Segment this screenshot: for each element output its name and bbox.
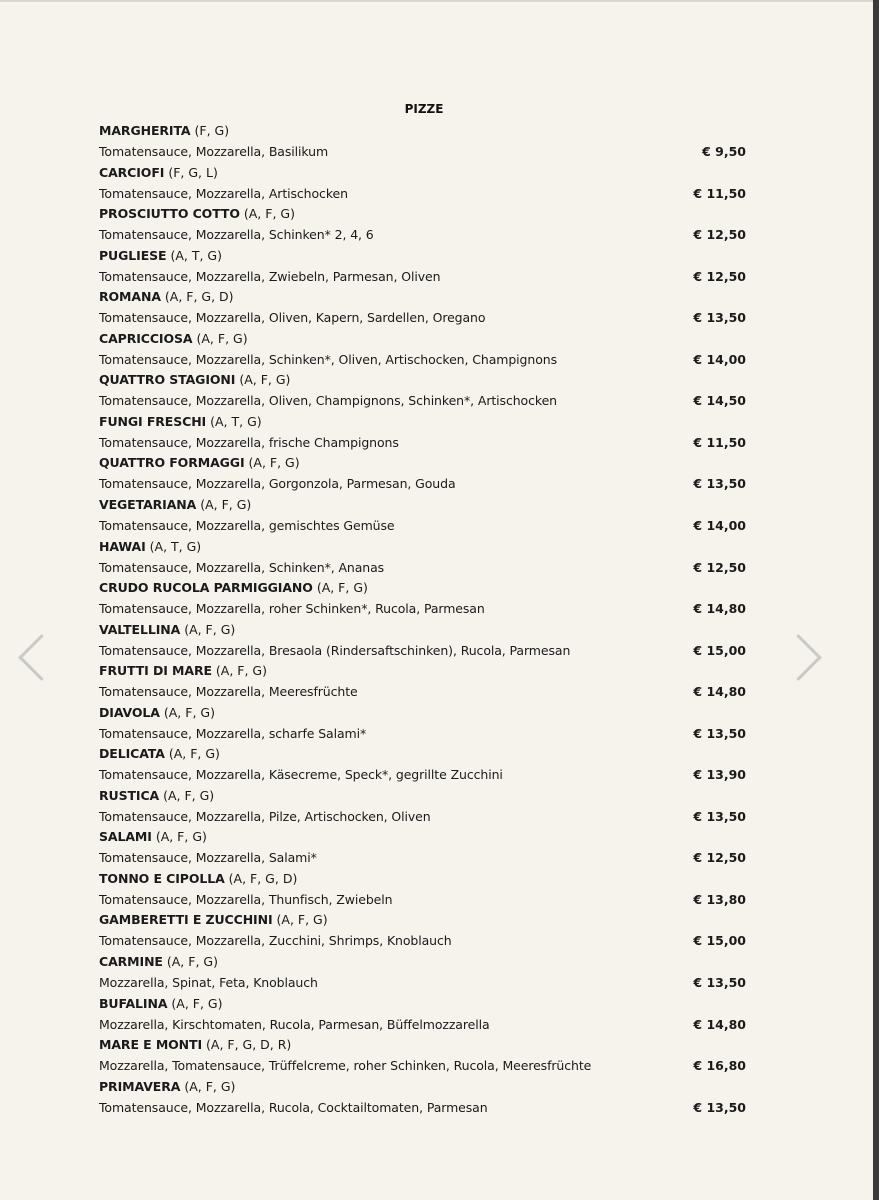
menu-item-detail-row bbox=[99, 435, 749, 453]
menu-item-price: € 13,50 bbox=[693, 975, 746, 990]
menu-item-description: Tomatensauce, Mozzarella, gemischtes Gemüse bbox=[99, 517, 395, 533]
menu-item-detail-row bbox=[99, 144, 749, 162]
menu-item-name: QUATTRO FORMAGGI bbox=[99, 455, 245, 471]
menu-item-allergens: (A, T, G) bbox=[149, 538, 202, 554]
menu-item-allergens: (A, F, G) bbox=[171, 995, 223, 1011]
menu-item-name-row bbox=[99, 165, 749, 183]
menu-item-name-row bbox=[99, 331, 749, 349]
menu-item-name-row bbox=[99, 954, 749, 972]
menu-item-allergens: (A, F, G) bbox=[168, 746, 220, 762]
menu-item-name-row bbox=[99, 289, 749, 307]
menu-item-description: Tomatensauce, Mozzarella, Zucchini, Shrimps, Knoblauch bbox=[99, 933, 452, 949]
menu-item-description: Tomatensauce, Mozzarella, Bresaola (Rindersaftschinken), Rucola, Parmesan bbox=[99, 642, 571, 658]
menu-item-detail-row bbox=[99, 726, 749, 744]
menu-item-name: MARGHERITA bbox=[99, 123, 191, 138]
menu-item-detail-row bbox=[99, 186, 749, 204]
menu-title: PIZZE bbox=[404, 102, 444, 116]
menu-item-detail-row bbox=[99, 1100, 749, 1118]
menu-item-allergens: (A, F, G) bbox=[155, 829, 207, 845]
menu-item-price: € 15,00 bbox=[693, 933, 746, 949]
menu-item-allergens: (A, F, G) bbox=[184, 1078, 236, 1094]
menu-item-allergens: (F, G) bbox=[194, 123, 230, 138]
menu-item-name-row bbox=[99, 788, 749, 806]
menu-item-detail-row bbox=[99, 560, 749, 578]
menu-item-description: Tomatensauce, Mozzarella, scharfe Salami* bbox=[99, 725, 367, 741]
menu-item-name-row bbox=[99, 248, 749, 266]
menu-item-name: DIAVOLA bbox=[99, 704, 160, 720]
menu-item-price: € 14,80 bbox=[693, 601, 746, 617]
menu-item-price: € 14,00 bbox=[693, 517, 746, 533]
menu-item-detail-row bbox=[99, 933, 749, 951]
menu-item-detail-row bbox=[99, 975, 749, 993]
menu-item-name: TONNO E CIPOLLA bbox=[99, 870, 225, 886]
menu-item-detail-row bbox=[99, 1017, 749, 1035]
menu-item-name: ROMANA bbox=[99, 289, 161, 305]
menu-item-detail-row bbox=[99, 476, 749, 494]
menu-item-description: Tomatensauce, Mozzarella, Käsecreme, Speck*, gegrillte Zucchini bbox=[99, 767, 503, 783]
menu-item-name: CARMINE bbox=[99, 954, 163, 969]
menu-item-name: HAWAI bbox=[99, 538, 146, 554]
menu-item-name: SALAMI bbox=[99, 829, 152, 845]
menu-item-name: CRUDO RUCOLA PARMIGGIANO bbox=[99, 580, 313, 596]
menu-item-name-row bbox=[99, 497, 749, 515]
menu-item-name: CARCIOFI bbox=[99, 164, 165, 180]
menu-item-description: Tomatensauce, Mozzarella, Gorgonzola, Parmesan, Gouda bbox=[99, 476, 456, 492]
menu-item-name-row bbox=[99, 622, 749, 640]
menu-item-name-row bbox=[99, 871, 749, 889]
menu-item-allergens: (A, F, G) bbox=[200, 496, 252, 512]
menu-item-name-row bbox=[99, 580, 749, 598]
menu-item-name: RUSTICA bbox=[99, 787, 160, 803]
menu-item-price: € 12,50 bbox=[693, 850, 746, 866]
menu-item-allergens: (A, F, G) bbox=[276, 912, 328, 928]
menu-item-description: Tomatensauce, Mozzarella, Artischocken bbox=[99, 185, 348, 201]
menu-item-description: Tomatensauce, Mozzarella, roher Schinken*, Rucola, Parmesan bbox=[99, 601, 485, 617]
menu-item-price: € 13,50 bbox=[693, 476, 746, 492]
menu-item-description: Tomatensauce, Mozzarella, Schinken*, Ananas bbox=[99, 559, 385, 575]
menu-item-name-row bbox=[99, 1037, 749, 1055]
menu-item-detail-row bbox=[99, 684, 749, 702]
menu-item-name-row bbox=[99, 414, 749, 432]
menu-item-name: QUATTRO STAGIONI bbox=[99, 372, 236, 388]
menu-item-name-row bbox=[99, 746, 749, 764]
menu-item-name: PRIMAVERA bbox=[99, 1078, 181, 1094]
menu-item-price: € 15,00 bbox=[693, 642, 746, 658]
menu-item-description: Tomatensauce, Mozzarella, Oliven, Kapern, Sardellen, Oregano bbox=[99, 310, 486, 326]
menu-item-price: € 13,50 bbox=[693, 725, 746, 741]
menu-item-name: FRUTTI DI MARE bbox=[99, 663, 212, 679]
menu-item-allergens: (A, F, G) bbox=[243, 206, 295, 222]
menu-item-name-row bbox=[99, 705, 749, 723]
menu-item-allergens: (A, F, G) bbox=[163, 787, 215, 803]
page-top-border bbox=[0, 0, 873, 2]
menu-item-price: € 13,80 bbox=[693, 891, 746, 907]
menu-item-name: VALTELLINA bbox=[99, 621, 181, 637]
menu-item-price: € 13,50 bbox=[693, 1099, 746, 1115]
menu-item-description: Tomatensauce, Mozzarella, Pilze, Artischocken, Oliven bbox=[99, 808, 431, 824]
menu-item-detail-row bbox=[99, 518, 749, 536]
menu-item-allergens: (A, F, G, D, R) bbox=[206, 1037, 292, 1053]
menu-item-price: € 14,80 bbox=[693, 1016, 746, 1032]
menu-item-allergens: (A, F, G) bbox=[248, 455, 300, 471]
menu-item-description: Tomatensauce, Mozzarella, Oliven, Champignons, Schinken*, Artischocken bbox=[99, 393, 557, 409]
menu-item-name-row bbox=[99, 663, 749, 681]
menu-item-name: BUFALINA bbox=[99, 995, 168, 1011]
menu-item-name-row bbox=[99, 912, 749, 930]
menu-item-name: PROSCIUTTO COTTO bbox=[99, 206, 240, 222]
menu-item-detail-row bbox=[99, 643, 749, 661]
menu-item-description: Tomatensauce, Mozzarella, Meeresfrüchte bbox=[99, 684, 358, 700]
menu-item-allergens: (A, F, G) bbox=[163, 704, 215, 720]
menu-item-allergens: (A, F, G) bbox=[196, 330, 248, 346]
menu-item-price: € 13,50 bbox=[693, 808, 746, 824]
menu-item-name-row bbox=[99, 996, 749, 1014]
menu-item-name-row bbox=[99, 455, 749, 473]
menu-item-description: Tomatensauce, Mozzarella, Zwiebeln, Parmesan, Oliven bbox=[99, 268, 441, 284]
menu-item-allergens: (A, F, G, D) bbox=[228, 870, 298, 886]
menu-item-description: Tomatensauce, Mozzarella, frische Champignons bbox=[99, 434, 399, 450]
menu-item-allergens: (A, T, G) bbox=[170, 247, 222, 263]
menu-item-name-row bbox=[99, 123, 749, 141]
menu-item-detail-row bbox=[99, 809, 749, 827]
menu-item-name: FUNGI FRESCHI bbox=[99, 413, 207, 429]
menu-item-detail-row bbox=[99, 892, 749, 910]
menu-item-detail-row bbox=[99, 227, 749, 245]
menu-item-price: € 13,90 bbox=[693, 767, 746, 783]
menu-item-detail-row bbox=[99, 767, 749, 785]
menu-item-name-row bbox=[99, 206, 749, 224]
menu-item-description: Mozzarella, Spinat, Feta, Knoblauch bbox=[99, 975, 318, 990]
menu-item-price: € 9,50 bbox=[702, 144, 746, 159]
menu-item-detail-row bbox=[99, 1058, 749, 1076]
menu-item-description: Tomatensauce, Mozzarella, Schinken*, Oliven, Artischocken, Champignons bbox=[99, 351, 557, 367]
menu-item-price: € 12,50 bbox=[693, 559, 746, 575]
menu-item-name-row bbox=[99, 829, 749, 847]
menu-item-allergens: (A, F, G) bbox=[316, 580, 368, 596]
menu-item-description: Mozzarella, Kirschtomaten, Rucola, Parmesan, Büffelmozzarella bbox=[99, 1016, 490, 1032]
menu-item-detail-row bbox=[99, 269, 749, 287]
menu-item-price: € 11,50 bbox=[693, 185, 746, 201]
menu-item-detail-row bbox=[99, 601, 749, 619]
menu-item-description: Tomatensauce, Mozzarella, Schinken* 2, 4, 6 bbox=[99, 227, 374, 243]
menu-item-name: GAMBERETTI E ZUCCHINI bbox=[99, 912, 273, 928]
menu-item-detail-row bbox=[99, 310, 749, 328]
menu-item-price: € 14,50 bbox=[693, 393, 746, 409]
menu-item-price: € 14,00 bbox=[693, 351, 746, 367]
menu-item-description: Tomatensauce, Mozzarella, Salami* bbox=[99, 850, 317, 866]
menu-item-name: DELICATA bbox=[99, 746, 165, 762]
menu-item-name: MARE E MONTI bbox=[99, 1037, 203, 1053]
menu-item-name-row bbox=[99, 1079, 749, 1097]
menu-item-price: € 16,80 bbox=[693, 1058, 746, 1074]
menu-item-detail-row bbox=[99, 850, 749, 868]
menu-item-price: € 13,50 bbox=[693, 310, 746, 326]
menu-item-description: Tomatensauce, Mozzarella, Thunfisch, Zwiebeln bbox=[99, 891, 393, 907]
menu-item-price: € 12,50 bbox=[693, 227, 746, 243]
menu-item-detail-row bbox=[99, 393, 749, 411]
menu-item-name-row bbox=[99, 539, 749, 557]
menu-item-description: Tomatensauce, Mozzarella, Basilikum bbox=[99, 144, 329, 159]
menu-item-allergens: (A, F, G) bbox=[239, 372, 291, 388]
menu-item-allergens: (A, T, G) bbox=[210, 413, 262, 429]
menu-item-name: CAPRICCIOSA bbox=[99, 330, 193, 346]
menu-item-allergens: (A, F, G) bbox=[166, 954, 218, 969]
menu-item-price: € 11,50 bbox=[693, 434, 746, 450]
menu-item-allergens: (A, F, G) bbox=[184, 621, 236, 637]
menu-item-detail-row bbox=[99, 352, 749, 370]
menu-item-allergens: (F, G, L) bbox=[168, 164, 218, 180]
menu-item-name: VEGETARIANA bbox=[99, 496, 197, 512]
menu-item-name: PUGLIESE bbox=[99, 247, 167, 263]
menu-item-allergens: (A, F, G, D) bbox=[164, 289, 234, 305]
menu-item-price: € 12,50 bbox=[693, 268, 746, 284]
menu-item-description: Mozzarella, Tomatensauce, Trüffelcreme, roher Schinken, Rucola, Meeresfrüchte bbox=[99, 1058, 592, 1074]
menu-item-name-row bbox=[99, 372, 749, 390]
menu-item-description: Tomatensauce, Mozzarella, Rucola, Cocktailtomaten, Parmesan bbox=[99, 1099, 488, 1115]
menu-item-price: € 14,80 bbox=[693, 684, 746, 700]
menu-item-allergens: (A, F, G) bbox=[215, 663, 267, 679]
